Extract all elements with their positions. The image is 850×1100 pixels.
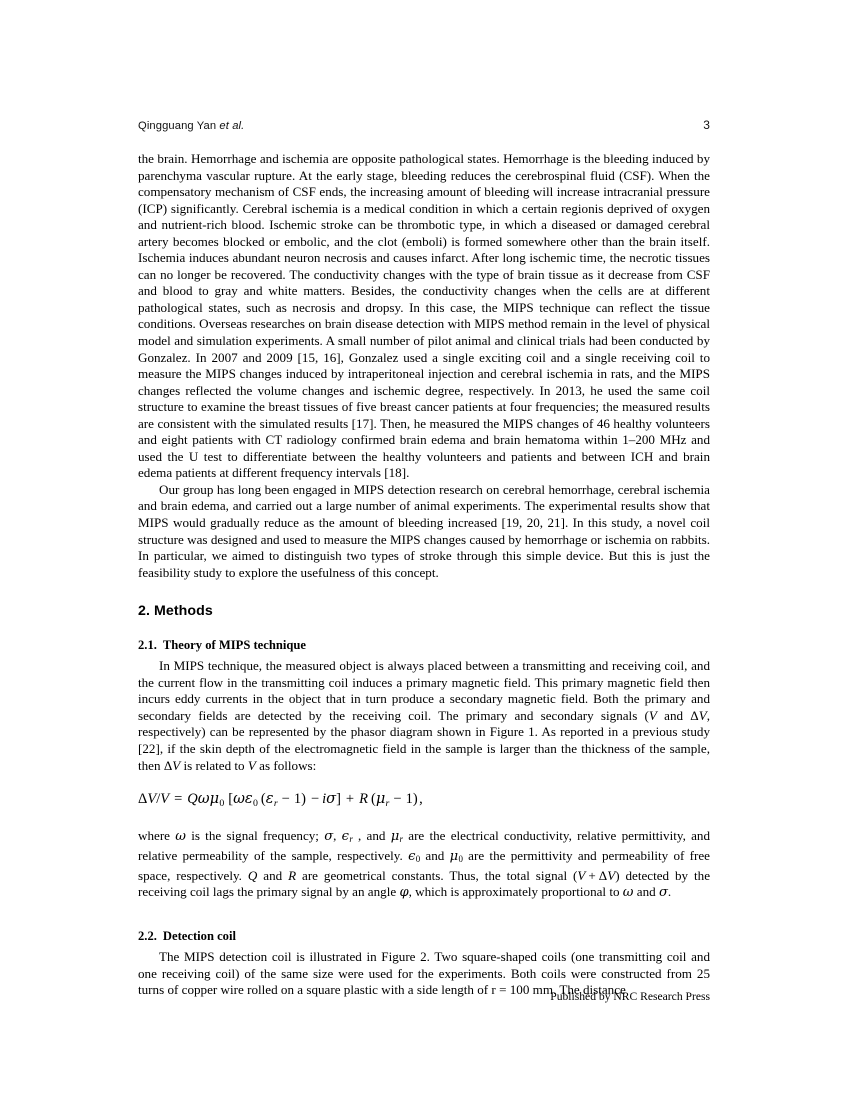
math-epsilon-r: ϵr (341, 828, 353, 845)
eq-lparen-2: ( (370, 791, 376, 808)
where-seg-7: are the permittivity and permeability of free space, respectively. (138, 847, 710, 883)
math-v-plus-delta-v: V + ΔV (577, 867, 616, 883)
where-seg-2: is the signal frequency; (185, 827, 325, 843)
subsection-number-21: 2.1. (138, 638, 157, 653)
where-seg-3: , (333, 827, 342, 843)
where-seg-9: are geometrical constants. Thus, the total signal ( (296, 867, 578, 883)
eq-slash: / (156, 791, 161, 808)
page-footer (138, 990, 710, 1003)
where-seg-13: . (667, 884, 672, 900)
eq-equals: = (174, 791, 183, 808)
subsection-title-detection-coil: Detection coil (162, 928, 236, 943)
math-inline-v-2: V (247, 757, 256, 773)
eq-omega-2: ω (233, 791, 245, 808)
math-r: R (288, 867, 297, 883)
eq-mu-r: μ (375, 791, 386, 808)
paragraph-detection-coil: The MIPS detection coil is illustrated in Figure 2. Two square-shaped coils (one transmitting coil and one receiving coil) of the same size were used for the experiments. Both coils were constructed from 25 turns of copper wire rolled on a square plastic with a side length of r = 100 mm. The distance (138, 948, 710, 998)
running-head-etal: et al. (219, 120, 245, 132)
eq-lbracket: [ (228, 791, 234, 808)
eq-r-const: R (359, 791, 368, 808)
subsection-title-theory: Theory of MIPS technique (162, 638, 306, 653)
eq-mu: μ (209, 791, 220, 808)
math-inline-delta-v-2: ΔV (163, 757, 181, 773)
paragraph-where-definitions (138, 828, 710, 902)
eq-rparen-2: ) (412, 791, 418, 808)
eq-epsilon-r: ε (265, 791, 274, 808)
eq-minus-1: − (281, 791, 290, 808)
paragraph-our-group: Our group has long been engaged in MIPS detection research on cerebral hemorrhage, cerebral ischemia and brain edema, and carried out a large number of animal experiments. The experimental results show that MIPS would gradually reduce as the amount of bleeding increased [19, 20, 21]. In this study, a novel coil structure was designed and used to measure the MIPS changes caused by hemorrhage or ischemia on rabbits. In particular, we aimed to distinguish two types of stroke through this simple device. But this is just the feasibility study to explore the usefulness of this concept. (138, 481, 710, 580)
section-heading-methods: 2. Methods (138, 603, 213, 620)
eq-epsilon-0: ε (244, 791, 253, 808)
running-head-authors (138, 120, 244, 132)
where-seg-6: and (420, 847, 450, 863)
eq-omega: ω (197, 791, 210, 808)
eq-comma: , (419, 791, 423, 808)
where-seg-1: where (138, 827, 176, 843)
eq-i: i (322, 791, 327, 808)
eq-v-num: V (147, 791, 157, 808)
eq-plus: + (345, 791, 355, 808)
math-mu-0: μ0 (449, 848, 463, 865)
subsection-heading-theory (138, 637, 710, 653)
eq-epsilon-sub-r: r (273, 797, 278, 809)
subsection-heading-theory-wrap (138, 637, 710, 653)
eq-sigma: σ (326, 791, 337, 808)
math-epsilon-0: ϵ0 (408, 848, 421, 865)
eq-q: Q (187, 791, 198, 808)
math-mu-r: μr (390, 828, 403, 845)
paragraph-pathology: the brain. Hemorrhage and ischemia are opposite pathological states. Hemorrhage is the bleeding induced by parenchyma vascular rupture. At the early stage, bleeding reduces the cerebrospinal fluid (CSF). When the compensatory mechanism of CSF ends, the increasing amount of bleeding will increase intracranial pressure (ICP) significantly. Cerebral ischemia is a medical condition in which a certain regionis deprived of oxygen and nutrient-rich blood. Ischemic stroke can be thrombotic type, in which a diseased or damaged cerebral artery becomes blocked or embolic, and the clot (emboli) is formed somewhere other than the brain itself. Ischemia induces abundant neuron necrosis and causes infarct. After long ischemic time, the necrotic tissues can no longer be recovered. The conductivity changes with the type of brain tissue as it decrease from CSF and blood to gray and white matters. Besides, the conductivity changes when the cells are at different pathological states, such as necrosis and dropsy. In this case, the MIPS technique can reflect the tissue conditions. Overseas researches on brain disease detection with MIPS method remain in the level of physical model and simulation experiments. A small number of pilot animal and clinical trials had been conducted by Gonzalez. In 2007 and 2009 [15, 16], Gonzalez used a single exciting coil and a single receiving coil to measure the MIPS changes induced by intraperitoneal injection and cerebral ischemia in rats, and the MIPS changes reflected the volume changes and ischemic degree, respectively. In 2013, he used the same coil structure to examine the breast tissues of five breast cancer patients at four frequencies; the measured results are consistent with the simulated results [17]. Then, he measured the MIPS changes of 46 healthy volunteers and eight patients with CT radiology confirmed brain edema and brain hematoma within 1–200 MHz and used the U test to differentiate between the healthy volunteers and patients and between ICH and brain edema patients at different frequency intervals [18]. (138, 151, 710, 481)
publisher-note: Published by NRC Research Press (550, 990, 710, 1003)
subsection-number-22: 2.2. (138, 928, 157, 943)
content-frame (138, 118, 710, 999)
math-inline-v: V (648, 707, 657, 723)
running-head-author-name: Qingguang Yan (138, 120, 217, 132)
eq-delta: Δ (138, 791, 148, 808)
math-q: Q (247, 867, 258, 883)
section-heading-wrap (138, 603, 710, 620)
eq-one-2: 1 (405, 791, 413, 808)
math-phi: φ (399, 885, 409, 901)
math-omega-1: ω (175, 828, 186, 844)
theory-text-part-3: , respectively) can be represented by the phasor diagram shown in Figure 1. As reported in a previous study [22], if the skin depth of the electromagnetic field in the sample is larger than the thickness of the sample, then (138, 707, 710, 773)
body-text-block (138, 151, 710, 999)
theory-text-part-2: and (656, 707, 691, 723)
math-omega-2: ω (622, 885, 634, 901)
subsection-heading-detection-coil (138, 928, 710, 944)
theory-text-part-4: is related to (180, 757, 248, 773)
math-sigma-2: σ (658, 885, 668, 901)
eq-mu-sub-r: r (385, 797, 390, 809)
where-seg-4: , and (352, 827, 391, 843)
where-seg-11: , which is approximately proportional to (408, 884, 623, 900)
math-sigma-1: σ (324, 828, 334, 844)
eq-epsilon-sub-0: 0 (252, 797, 258, 809)
eq-one-1: 1 (293, 791, 302, 808)
eq-minus-2: − (310, 791, 320, 808)
where-seg-12: and (633, 884, 659, 900)
eq-lparen-1: ( (260, 791, 266, 808)
theory-text-part-5: as follows: (255, 757, 317, 773)
eq-rbracket: ] (336, 791, 341, 808)
where-seg-10: ) detected by the receiving coil lags the primary signal by an angle (138, 867, 711, 900)
display-equation-mips (138, 789, 710, 814)
page-number: 3 (703, 118, 710, 132)
eq-rparen-1: ) (301, 791, 306, 808)
running-head (138, 118, 710, 132)
eq-v-den: V (160, 791, 170, 808)
theory-text-part-1: In MIPS technique, the measured object is always placed between a transmitting and receiving coil, and the current flow in the transmitting coil induces a primary magnetic field. This primary magnetic field then incurs eddy currents in the object that in turn produce a secondary magnetic field. Both the primary and secondary fields are detected by the receiving coil. The primary and secondary signals ( (138, 658, 710, 723)
where-seg-5: are the electrical conductivity, relative permittivity, and relative permeability of the sample, respectively. (138, 827, 711, 863)
subsection-heading-coil-wrap (138, 928, 710, 944)
eq-minus-3: − (393, 791, 402, 808)
math-inline-delta-v: ΔV (690, 707, 707, 723)
where-seg-8: and (257, 867, 289, 883)
eq-mu-sub-0: 0 (219, 797, 225, 809)
paragraph-theory (138, 658, 710, 774)
